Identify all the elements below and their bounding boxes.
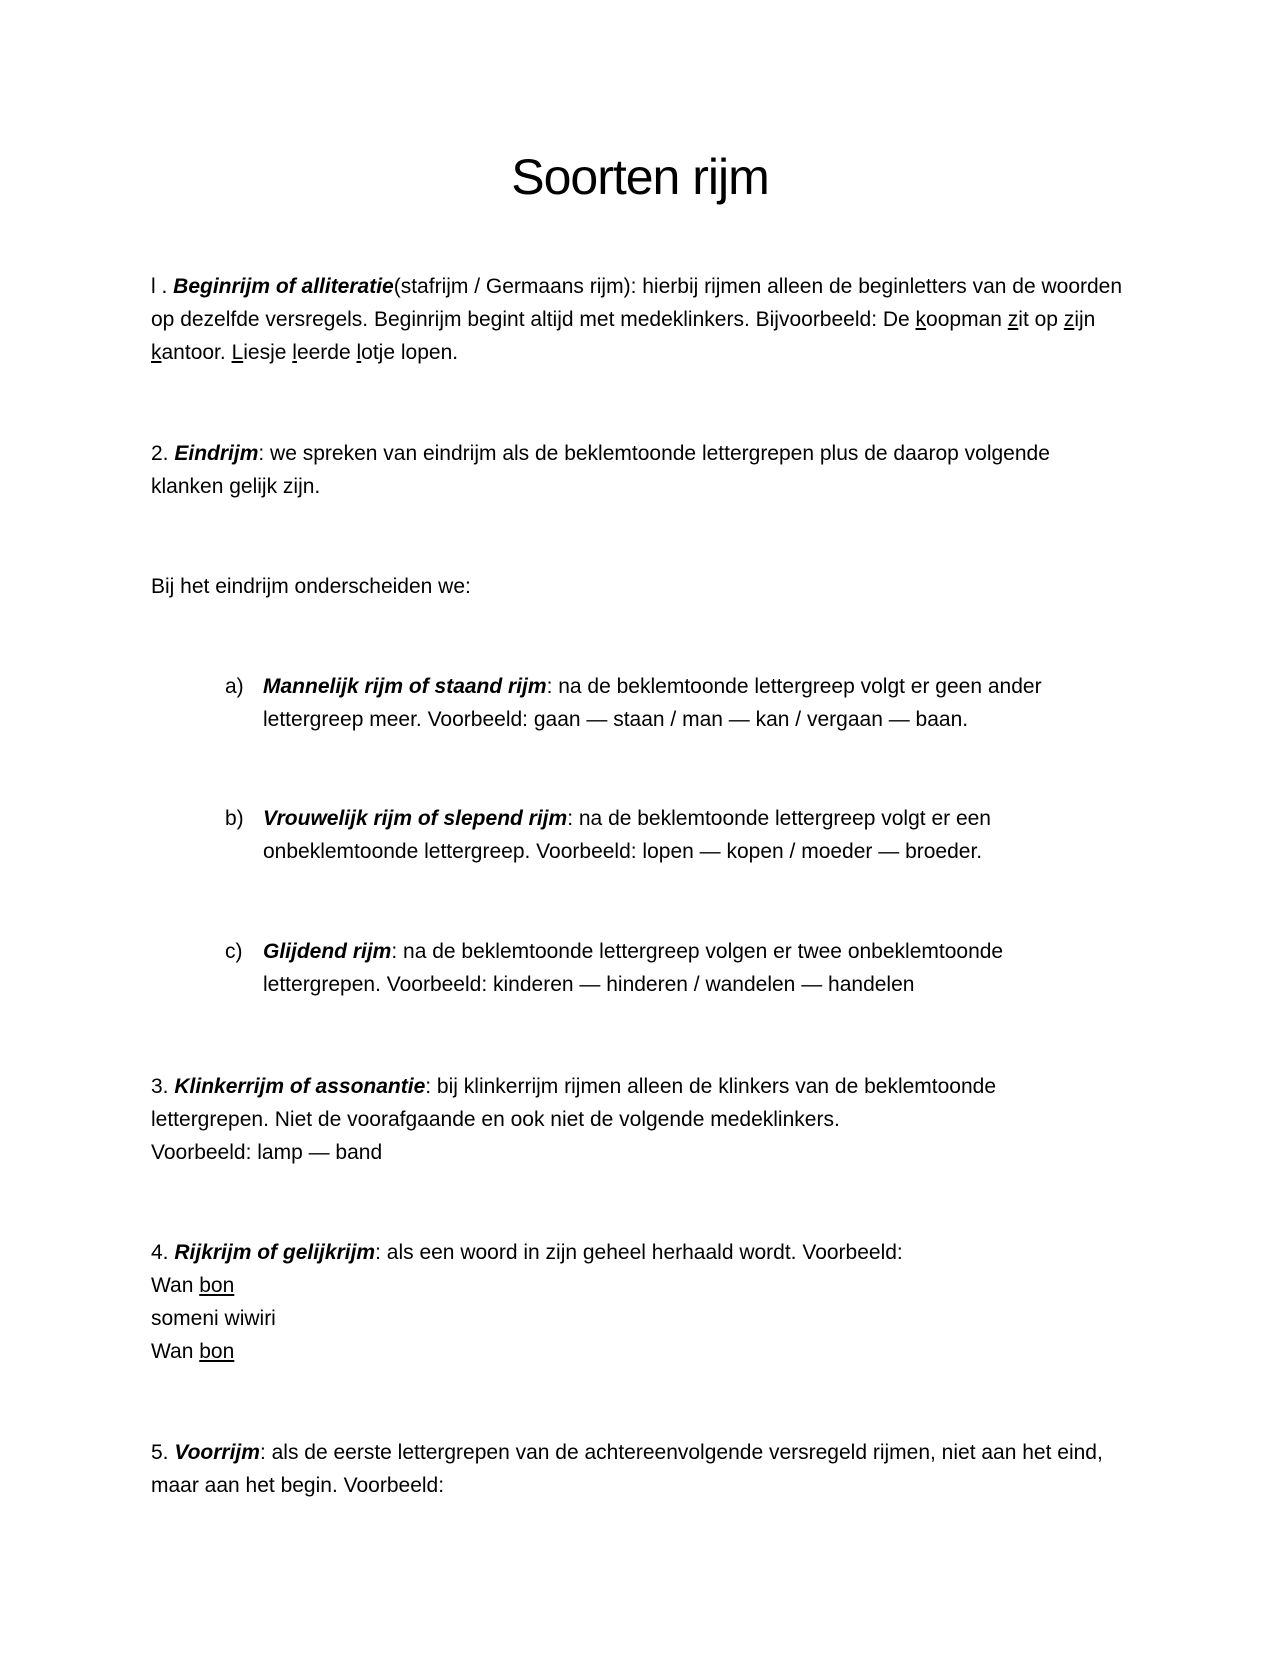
term-mannelijk-rijm: Mannelijk rijm of staand rijm <box>263 675 547 698</box>
underlined-letter: l <box>292 341 297 364</box>
underlined-letter: l <box>356 341 362 364</box>
poem-line: someni wiwiri <box>151 1307 276 1330</box>
underlined-word: bon <box>199 1274 235 1297</box>
poem-line: Wan <box>151 1340 200 1363</box>
section-rijkrijm <box>151 1236 1131 1368</box>
section-number: 4. <box>151 1241 175 1264</box>
example-text: otje lopen. <box>361 341 459 364</box>
term-eindrijm: Eindrijm <box>174 442 259 465</box>
section-text: : als de eerste lettergrepen van de achtereenvolgende versregeld rijmen, niet aan het eind, maar aan het begin. Voorbeeld: <box>151 1441 1103 1497</box>
list-item <box>225 670 1125 736</box>
section-klinkerrijm <box>151 1070 1081 1169</box>
term-beginrijm: Beginrijm of alliteratie <box>173 275 394 298</box>
example-text: it op <box>1018 308 1064 331</box>
section-beginrijm <box>151 270 1131 369</box>
section-number: 5. <box>151 1441 175 1464</box>
list-marker: c) <box>225 940 243 963</box>
eindrijm-intro: Bij het eindrijm onderscheiden we: <box>151 575 471 598</box>
example-text: Voorbeeld: lamp — band <box>151 1141 383 1164</box>
section-number: 2. <box>151 442 175 465</box>
term-klinkerrijm: Klinkerrijm of assonantie <box>174 1075 426 1098</box>
underlined-letter: z <box>1063 308 1075 331</box>
underlined-letter: z <box>1007 308 1019 331</box>
section-text: : we spreken van eindrijm als de beklemtoonde lettergrepen plus de daarop volgende klanken gelijk zijn. <box>151 442 1050 498</box>
section-number: l . <box>151 275 174 298</box>
section-number: 3. <box>151 1075 175 1098</box>
list-marker: a) <box>225 675 244 698</box>
section-eindrijm <box>151 437 1051 503</box>
term-voorrijm: Voorrijm <box>174 1441 260 1464</box>
section-text: (stafrijm / Germaans rijm): hierbij rijmen alleen de beginletters van de woorden op dezelfde versregels. Beginrijm begint altijd met medeklinkers. Bijvoorbeeld: De <box>151 275 1123 331</box>
example-text: antoor. <box>161 341 232 364</box>
section-text: : bij klinkerrijm rijmen alleen de klinkers van de beklemtoonde lettergrepen. Niet de voorafgaande en ook niet de volgende medeklinkers. <box>151 1075 997 1131</box>
item-text: : na de beklemtoonde lettergreep volgen er twee onbeklemtoonde lettergrepen. Voorbeeld: kinderen — hinderen / wandelen — handelen <box>263 940 1004 996</box>
item-text: : na de beklemtoonde lettergreep volgt er geen ander lettergreep meer. Voorbeeld: gaan — staan / man — kan / vergaan — baan. <box>263 675 1042 731</box>
section-text: : als een woord in zijn geheel herhaald wordt. Voorbeeld: <box>375 1241 903 1264</box>
term-glijdend-rijm: Glijdend rijm <box>263 940 392 963</box>
example-text: ijn <box>1074 308 1096 331</box>
section-voorrijm <box>151 1436 1131 1502</box>
term-rijkrijm: Rijkrijm of gelijkrijm <box>174 1241 376 1264</box>
item-text: : na de beklemtoonde lettergreep volgt er een onbeklemtoonde lettergreep. Voorbeeld: lopen — kopen / moeder — broeder. <box>263 807 991 863</box>
example-text: oopman <box>926 308 1008 331</box>
page-title: Soorten rijm <box>511 149 769 205</box>
example-text: eerde <box>296 341 357 364</box>
poem-line: Wan <box>151 1274 200 1297</box>
example-text: iesje <box>243 341 293 364</box>
underlined-word: bon <box>199 1340 235 1363</box>
list-item <box>225 935 1125 1001</box>
term-vrouwelijk-rijm: Vrouwelijk rijm of slepend rijm <box>263 807 568 830</box>
underlined-letter: k <box>151 341 162 364</box>
list-marker: b) <box>225 807 244 830</box>
list-item <box>225 802 1125 868</box>
underlined-letter: k <box>915 308 927 331</box>
underlined-letter: L <box>231 341 244 364</box>
